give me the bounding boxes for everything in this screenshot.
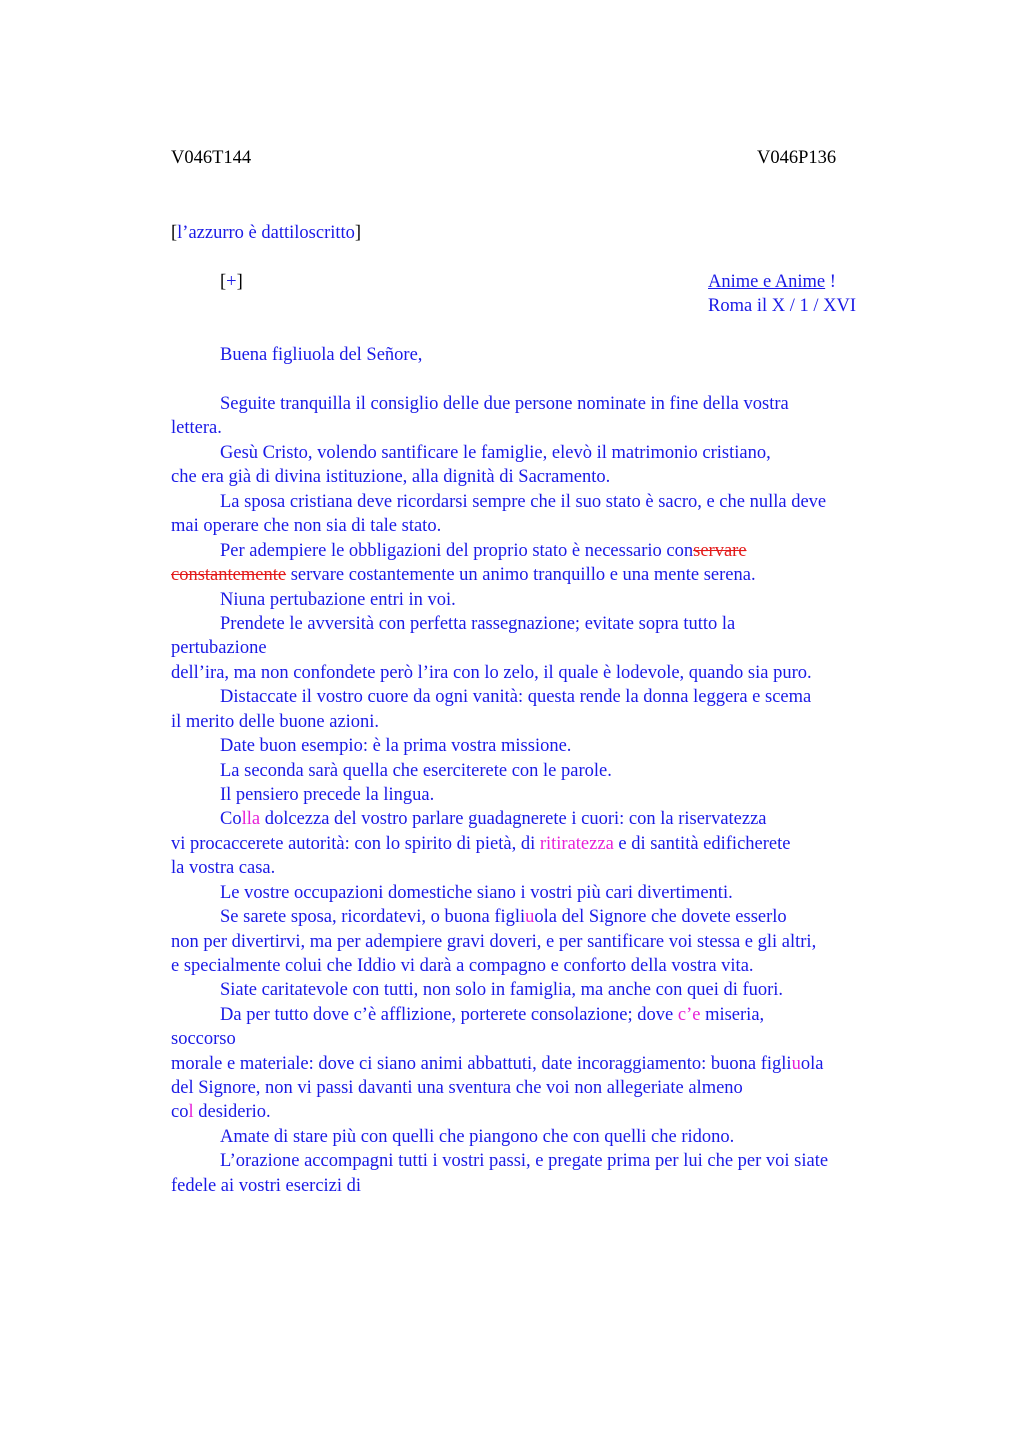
- text-line: Il pensiero precede la lingua.: [220, 785, 435, 805]
- right-code: V046P136: [757, 148, 837, 168]
- text-line: Siate caritatevole con tutti, non solo in famiglia, ma anche con quei di fuori.: [220, 980, 784, 1000]
- text-line: morale e materiale: dove ci siano animi abbattuti, date incoraggiamento: buona figliuola: [171, 1054, 824, 1074]
- salutation: Buena figliuola del Señore,: [220, 345, 423, 365]
- edited-text: u: [791, 1054, 801, 1074]
- text-line: vi procaccerete autorità: con lo spirito di pietà, di ritiratezza e di santità edificherete: [171, 834, 791, 854]
- text-line: col desiderio.: [171, 1102, 271, 1122]
- text-line: Gesù Cristo, volendo santificare le famiglie, elevò il matrimonio cristiano,: [220, 443, 771, 463]
- text-line: il merito delle buone azioni.: [171, 712, 380, 732]
- text-line: La seconda sarà quella che eserciterete con le parole.: [220, 761, 612, 781]
- cross-mark: [+]: [220, 272, 243, 292]
- text-line: Distaccate il vostro cuore da ogni vanità: questa rende la donna leggera e scema: [220, 687, 812, 707]
- text-line: La sposa cristiana deve ricordarsi sempre che il suo stato è sacro, e che nulla deve: [220, 492, 827, 512]
- edited-text: u: [525, 907, 535, 927]
- text-line: lettera.: [171, 418, 222, 438]
- text-line: Prendete le avversità con perfetta rassegnazione; evitate sopra tutto la: [220, 614, 736, 634]
- text-line: Niuna pertubazione entri in voi.: [220, 590, 456, 610]
- editorial-note: [l’azzurro è dattiloscritto]: [171, 223, 362, 243]
- left-code: V046T144: [171, 148, 252, 168]
- text-line: constantemente servare costantemente un animo tranquillo e una mente serena.: [171, 565, 756, 585]
- text-line: Colla dolcezza del vostro parlare guadagnerete i cuori: con la riservatezza: [220, 809, 767, 829]
- document-title: Anime e Anime !: [708, 272, 836, 292]
- text-line: Le vostre occupazioni domestiche siano i vostri più cari divertimenti.: [220, 883, 733, 903]
- edited-text: l: [188, 1102, 194, 1122]
- text-line: Se sarete sposa, ricordatevi, o buona figliuola del Signore che dovete esserlo: [220, 907, 787, 927]
- text-line: non per divertirvi, ma per adempiere gravi doveri, e per santificare voi stessa e gli altri,: [171, 932, 817, 952]
- text-line: la vostra casa.: [171, 858, 276, 878]
- deleted-text: servare: [693, 541, 747, 561]
- text-line: del Signore, non vi passi davanti una sventura che voi non allegeriate almeno: [171, 1078, 743, 1098]
- edited-text: c’e: [677, 1005, 701, 1025]
- text-line: Da per tutto dove c’è afflizione, porterete consolazione; dove c’e miseria,: [220, 1005, 765, 1025]
- text-line: Amate di stare più con quelli che piangono che con quelli che ridono.: [220, 1127, 735, 1147]
- text-line: Per adempiere le obbligazioni del proprio stato è necessario conservare: [220, 541, 747, 561]
- edited-text: lla: [241, 809, 261, 829]
- deleted-text: constantemente: [171, 565, 287, 585]
- text-line: e specialmente colui che Iddio vi darà a compagno e conforto della vostra vita.: [171, 956, 754, 976]
- text-line: soccorso: [171, 1029, 236, 1049]
- text-line: L’orazione accompagni tutti i vostri passi, e pregate prima per lui che per voi siate: [220, 1151, 829, 1171]
- edited-text: ritiratezza: [539, 834, 614, 854]
- text-line: fedele ai vostri esercizi di: [171, 1176, 362, 1196]
- text-line: Date buon esempio: è la prima vostra missione.: [220, 736, 572, 756]
- text-line: che era già di divina istituzione, alla dignità di Sacramento.: [171, 467, 611, 487]
- document-date: Roma il X / 1 / XVI: [708, 296, 856, 316]
- text-line: pertubazione: [171, 638, 267, 658]
- text-line: mai operare che non sia di tale stato.: [171, 516, 442, 536]
- text-line: Seguite tranquilla il consiglio delle due persone nominate in fine della vostra: [220, 394, 789, 414]
- text-line: dell’ira, ma non confondete però l’ira con lo zelo, il quale è lodevole, quando sia puro.: [171, 663, 812, 683]
